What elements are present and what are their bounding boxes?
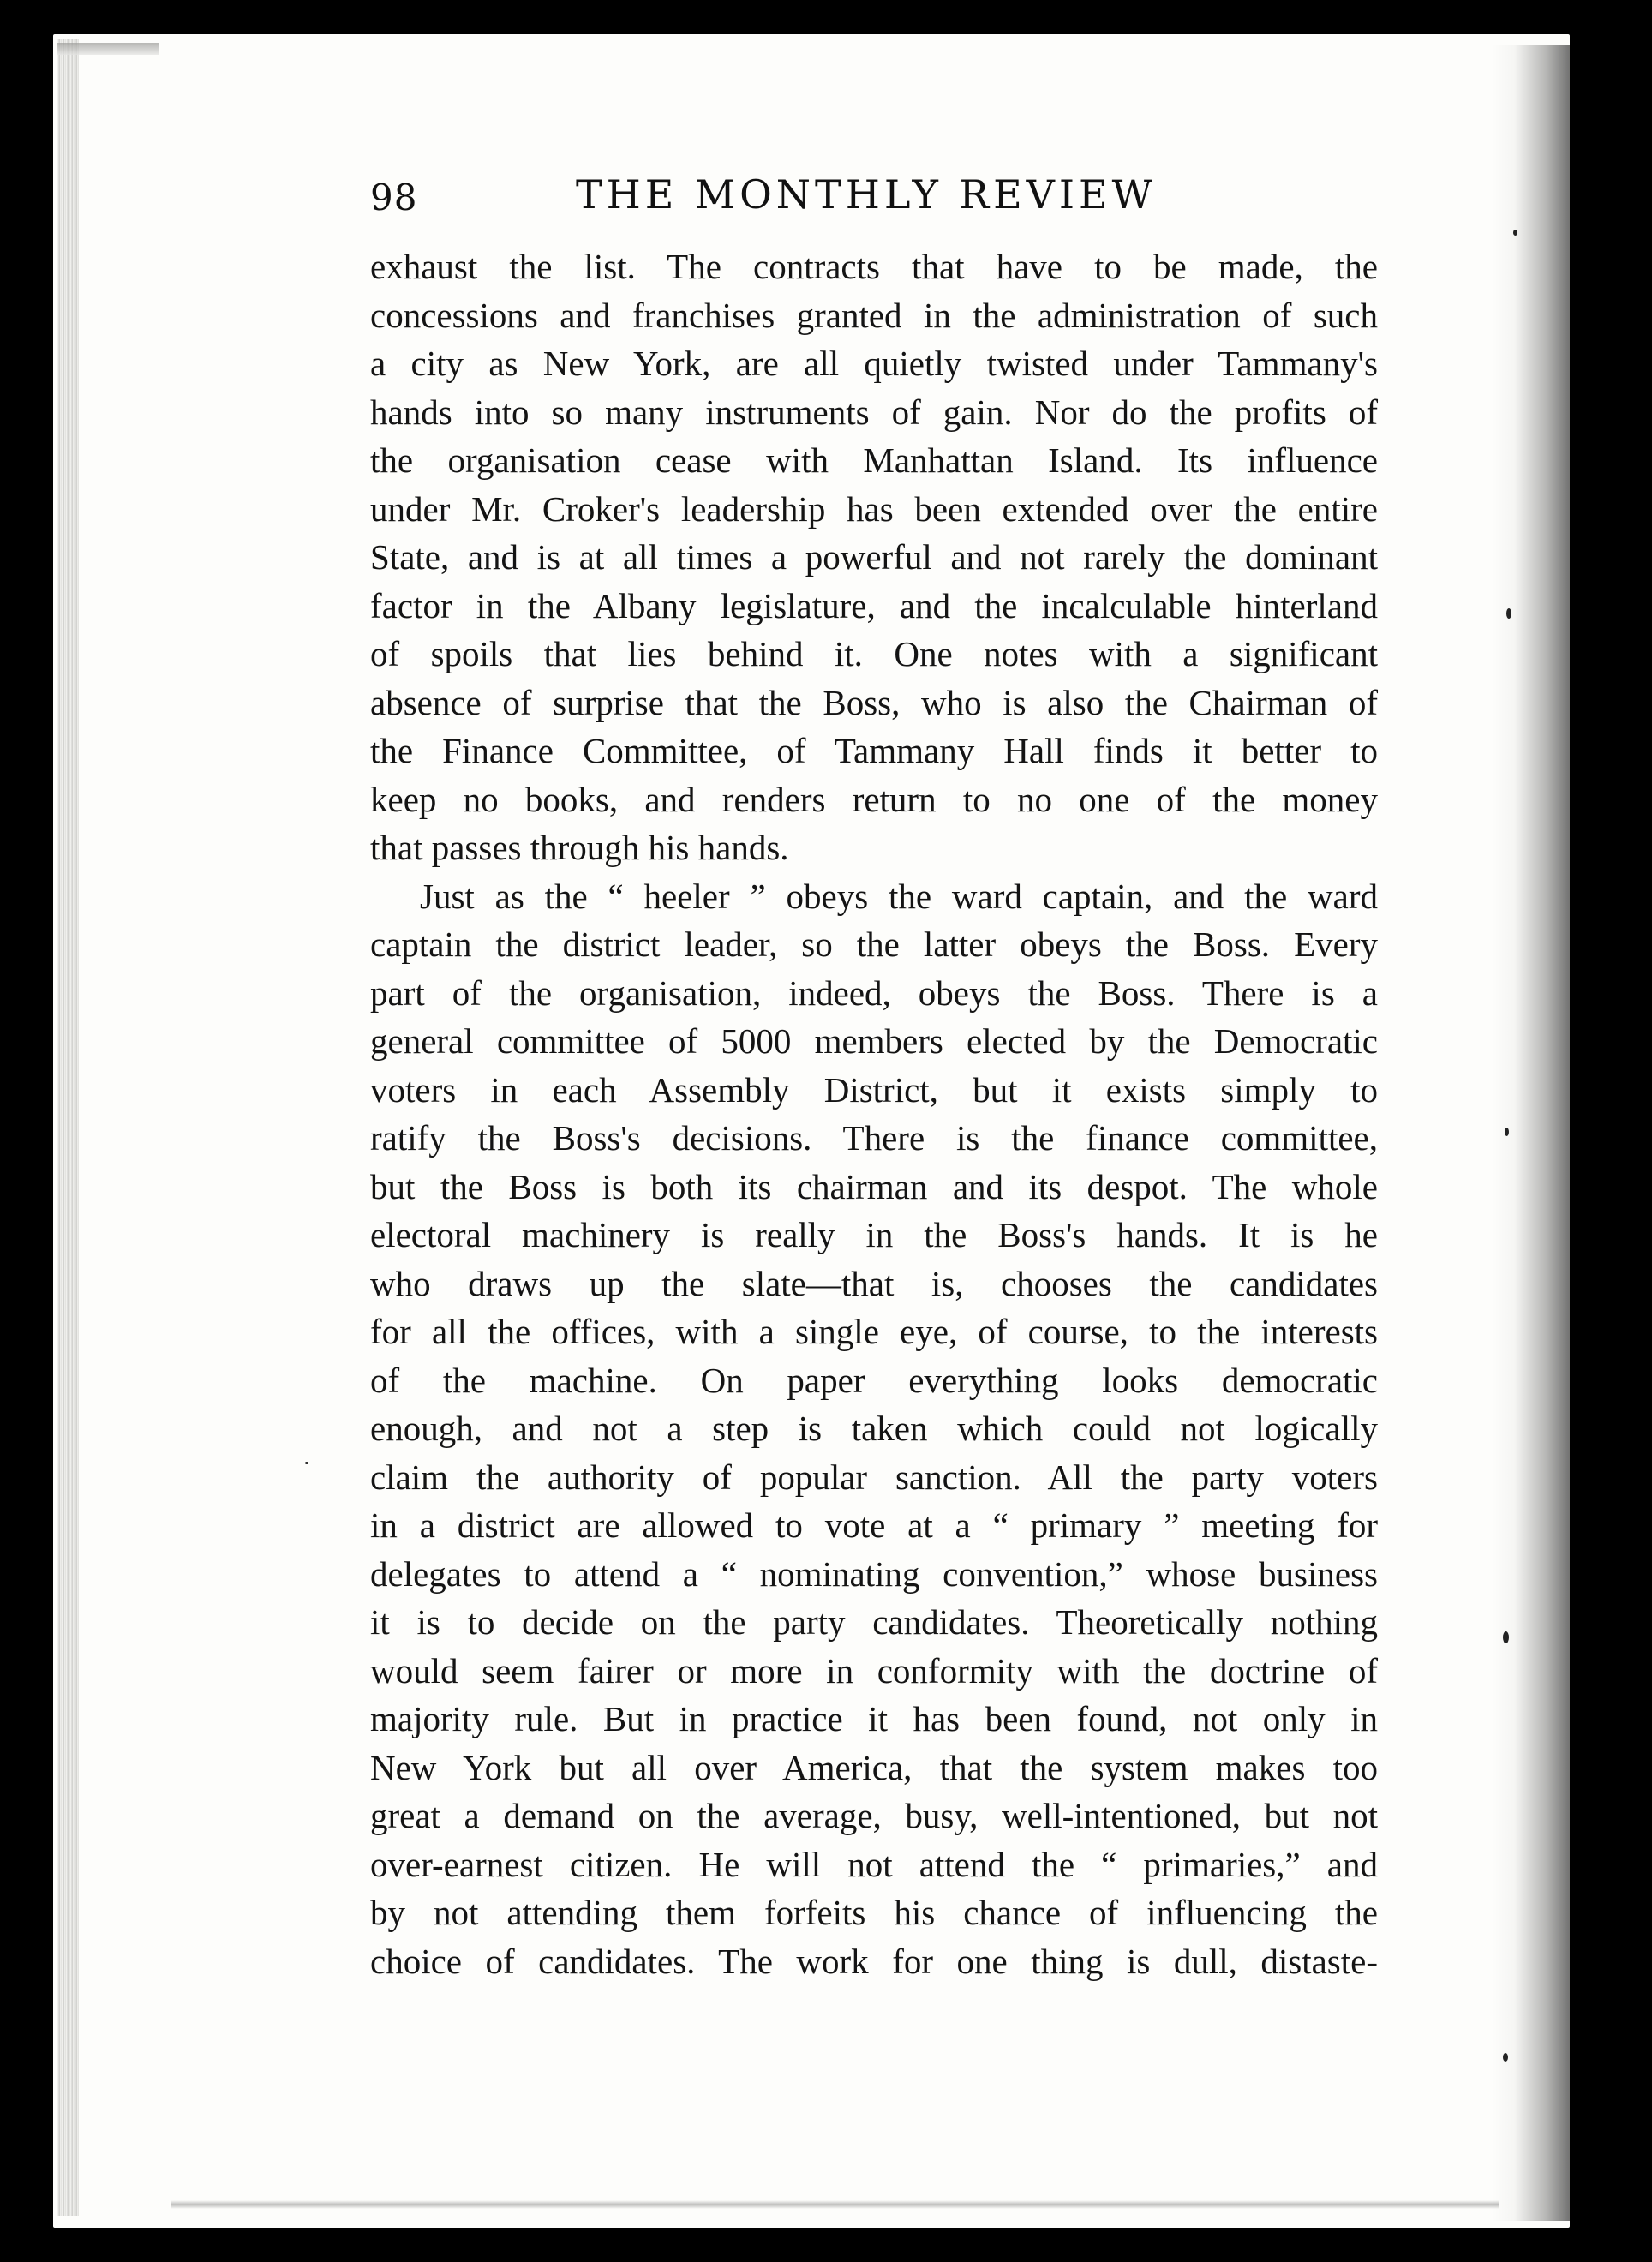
text-line: majority rule. But in practice it has been found, not only in	[370, 1699, 1378, 1738]
text-line: in a district are allowed to vote at a “ primary ” meeting for	[370, 1505, 1378, 1545]
scan-speck	[305, 1462, 308, 1464]
text-line: for all the offices, with a single eye, of course, to the interests	[370, 1312, 1378, 1351]
scan-speck	[1503, 2053, 1508, 2062]
text-line: but the Boss is both its chairman and its despot. The whole	[370, 1166, 1378, 1206]
text-line: part of the organisation, indeed, obeys the Boss. There is a	[370, 972, 1378, 1013]
page-stack-top-shadow	[57, 43, 159, 55]
page-header	[370, 171, 1398, 231]
text-line: electoral machinery is really in the Boss's hands. It is he	[370, 1215, 1378, 1254]
gutter-shadow	[1491, 45, 1570, 2221]
text-line: by not attending them forfeits his chance of influencing the	[370, 1893, 1378, 1932]
text-line: the organisation cease with Manhattan Island. Its influence	[370, 440, 1378, 480]
text-line: who draws up the slate—that is, chooses the candidates	[370, 1263, 1378, 1303]
text-line: claim the authority of popular sanction. All the party voters	[370, 1457, 1378, 1497]
paragraph-last-line: that passes through his hands.	[370, 828, 789, 867]
page-stack-left-edge	[57, 39, 79, 2216]
text-line: voters in each Assembly District, but it exists simply to	[370, 1069, 1378, 1110]
scan-speck	[1513, 230, 1517, 236]
text-line: a city as New York, are all quietly twisted under Tammany's	[370, 344, 1378, 383]
text-line: absence of surprise that the Boss, who is also the Chairman of	[370, 682, 1378, 722]
text-line: captain the district leader, so the latter obeys the Boss. Every	[370, 925, 1378, 964]
text-line: great a demand on the average, busy, well-intentioned, but not	[370, 1796, 1378, 1835]
text-line: of the machine. On paper everything looks democratic	[370, 1360, 1378, 1400]
text-line: factor in the Albany legislature, and the incalculable hinterland	[370, 585, 1378, 625]
text-line: of spoils that lies behind it. One notes with a significant	[370, 634, 1378, 673]
text-line: exhaust the list. The contracts that have to be made, the	[370, 247, 1378, 286]
text-line: delegates to attend a “ nominating convention,” whose business	[370, 1553, 1378, 1594]
text-line: would seem fairer or more in conformity with the doctrine of	[370, 1650, 1378, 1691]
text-line: ratify the Boss's decisions. There is the finance committee,	[370, 1118, 1378, 1158]
scan-speck	[1505, 1128, 1509, 1136]
scan-speck	[1503, 1631, 1509, 1643]
paragraph-first-line: Just as the “ heeler ” obeys the ward captain, and the ward	[420, 876, 1378, 916]
text-line: choice of candidates. The work for one thing is dull, distaste-	[370, 1941, 1378, 1981]
text-line: the Finance Committee, of Tammany Hall finds it better to	[370, 731, 1378, 770]
text-line: concessions and franchises granted in the administration of such	[370, 295, 1378, 335]
text-line: it is to decide on the party candidates. Theoretically nothing	[370, 1602, 1378, 1642]
text-line: general committee of 5000 members elected by the Democratic	[370, 1021, 1378, 1061]
text-line: hands into so many instruments of gain. Nor do the profits of	[370, 392, 1378, 432]
text-line: under Mr. Croker's leadership has been extended over the entire	[370, 488, 1378, 529]
page-number: 98	[370, 177, 418, 218]
text-line: keep no books, and renders return to no one of the money	[370, 779, 1378, 819]
text-line: State, and is at all times a powerful and not rarely the dominant	[370, 537, 1378, 577]
bottom-edge-shadow	[171, 2200, 1499, 2209]
scan-speck	[1506, 608, 1511, 619]
text-line: over-earnest citizen. He will not attend the “ primaries,” and	[370, 1844, 1378, 1884]
running-head-title: THE MONTHLY REVIEW	[576, 171, 1157, 218]
text-line: New York but all over America, that the system makes too	[370, 1747, 1378, 1787]
text-line: enough, and not a step is taken which could not logically	[370, 1409, 1378, 1448]
body-text	[370, 242, 1378, 1985]
